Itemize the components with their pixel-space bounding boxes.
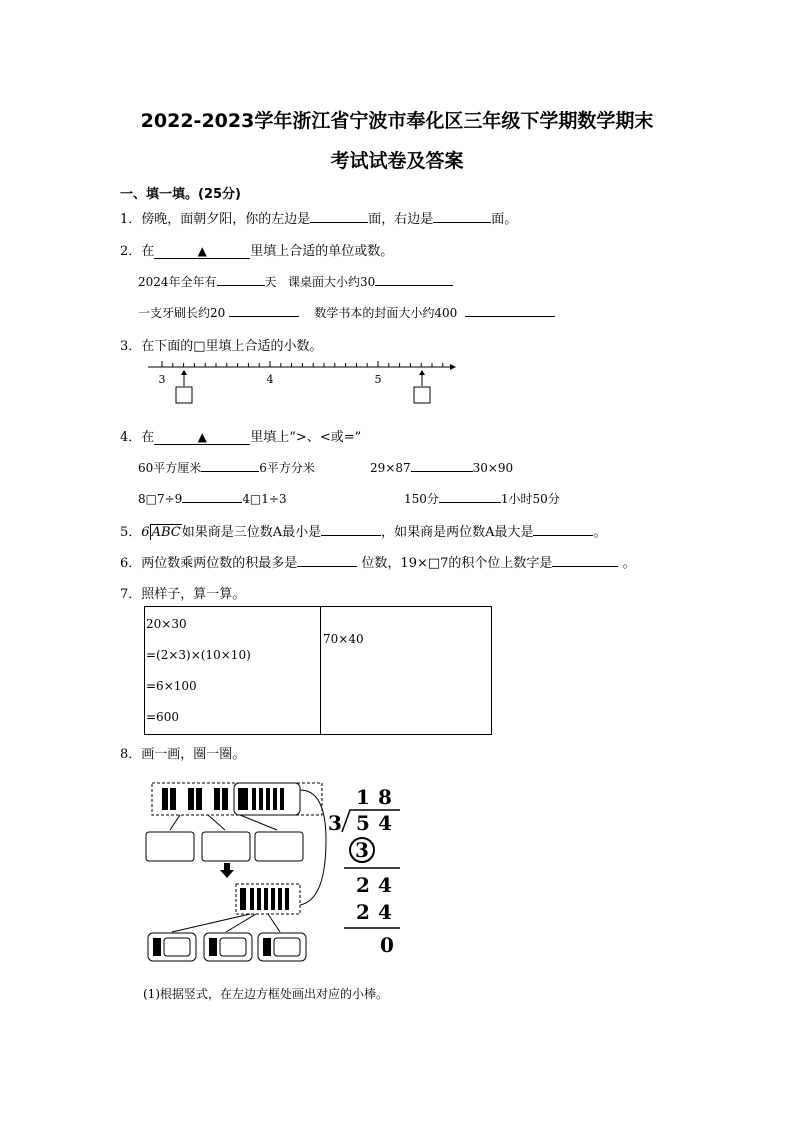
question-4-row-1b: 29×87 30×90 [370,461,514,475]
answer-blank[interactable] [321,523,381,536]
question-2-row-1: 2024年全年有 天 课桌面大小约30 [138,273,453,290]
answer-blank[interactable] [433,210,491,223]
example-line: =(2×3)×(10×10) [146,648,251,662]
long-division [322,784,412,964]
empty-answer-box[interactable] [202,832,250,861]
tick-label-4: 4 [266,373,274,386]
answer-box[interactable] [414,387,430,403]
answer-blank[interactable] [229,304,299,317]
empty-answer-box[interactable] [255,832,303,861]
question-7: 7．照样子，算一算。 [120,587,246,602]
quotient-digit: 1 [356,785,370,809]
subtract-digit: 4 [378,900,392,924]
question-1: 1．傍晚，面朝夕阳，你的左边是 面，右边是 面。 [120,212,518,227]
example-line: =6×100 [146,679,197,693]
remainder-digit: 4 [378,873,392,897]
triangle-marker-icon: ▲ [154,430,250,445]
exercise-text: 70×40 [323,632,364,646]
dividend-digit: 5 [356,811,370,835]
triangle-marker-icon: ▲ [154,244,250,259]
dividend-digit: 4 [378,811,392,835]
question-4: 4．在 ▲ 里填上“>、<或=” [120,430,362,445]
section-heading: 一、填一填。(25分) [120,187,241,202]
example-table [144,606,492,735]
answer-box[interactable] [176,387,192,403]
question-2-row-2: 一支牙刷长约20 数学书本的封面大小约400 [138,304,555,321]
remainder-digit: 2 [356,873,370,897]
answer-blank[interactable] [375,273,453,286]
number-line [140,358,460,408]
question-4-row-2b: 150分 1小时50分 [404,492,560,506]
empty-answer-box[interactable] [146,832,194,861]
question-6: 6．两位数乘两位数的积最多是 位数，19×□7的积个位上数字是 。 [120,556,636,571]
answer-blank[interactable] [465,304,555,317]
divisor-digit: 3 [328,811,342,835]
page-subtitle: 考试试卷及答案 [330,150,464,172]
question-4-row-2a: 8□7÷9 4□1÷3 [138,492,287,506]
answer-blank[interactable] [201,459,259,472]
question-4-row-1a: 60平方厘米 6平方分米 [138,461,315,475]
tick-label-5: 5 [374,373,382,386]
long-division-dividend: ABC [151,525,181,540]
divisor: 6 [141,525,150,540]
answer-blank[interactable] [297,554,357,567]
example-line: =600 [146,710,179,724]
answer-blank[interactable] [411,459,473,472]
answer-blank[interactable] [552,554,618,567]
sticks-diagram [140,780,340,965]
question-8-sub-1: (1)根据竖式，在左边方框处画出对应的小棒。 [143,987,388,1001]
question-8: 8．画一画，圈一圈。 [120,747,246,762]
answer-blank[interactable] [439,490,501,503]
final-digit: 0 [380,933,394,957]
answer-blank[interactable] [217,273,265,286]
question-2: 2．在 ▲ 里填上合适的单位或数。 [120,244,394,259]
question-3: 3．在下面的□里填上合适的小数。 [120,339,323,354]
answer-blank[interactable] [310,210,368,223]
question-5: 5．6 ABC如果商是三位数A最小是 ，如果商是两位数A最大是 。 [120,525,607,540]
step-digit: 3 [355,838,369,862]
page-title: 2022-2023学年浙江省宁波市奉化区三年级下学期数学期末 [140,110,654,132]
answer-blank[interactable] [533,523,593,536]
example-line: 20×30 [146,617,187,631]
answer-blank[interactable] [182,490,242,503]
tick-label-3: 3 [158,373,166,386]
quotient-digit: 8 [378,785,392,809]
subtract-digit: 2 [356,900,370,924]
